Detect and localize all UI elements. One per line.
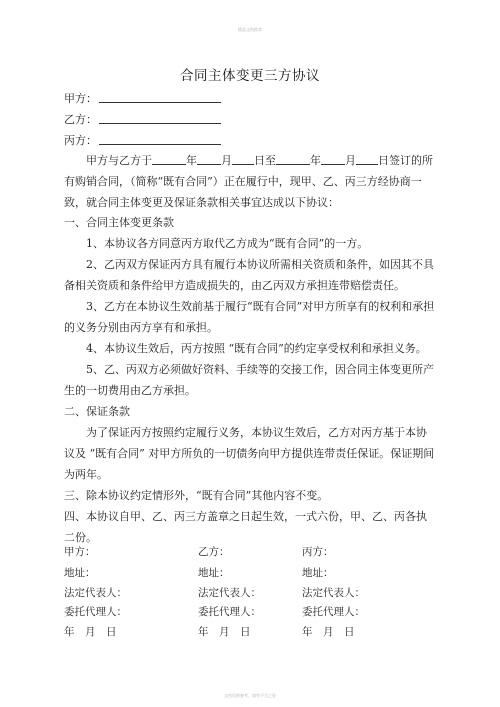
sig-legal-rep-c: 法定代表人： <box>302 587 365 599</box>
party-a-line <box>64 90 221 106</box>
document-title: 合同主体变更三方协议 <box>180 68 320 84</box>
sig-date-c: 年 月 日 <box>302 626 355 638</box>
clause-4: 4、本协议生效后，丙方按照 “既有合同”的约定享受权利和承担义务。 <box>86 342 427 355</box>
section3: 三、除本协议约定情形外，“既有合同”其他内容不变。 <box>64 489 329 502</box>
sig-address-c: 地址： <box>302 567 334 579</box>
day-blank-1 <box>232 154 254 165</box>
clause-5: 5、乙、丙双方必须做好资料、手续等的交接工作，因合同主体变更所产生的一切费用由乙方承担。 <box>64 363 434 397</box>
sig-legal-rep-b: 法定代表人： <box>198 587 261 599</box>
clause-1: 1、本协议各方同意丙方取代乙方成为“既有合同”的一方。 <box>86 237 369 250</box>
party-b-label: 乙方： <box>64 113 97 126</box>
year-blank-2 <box>276 154 310 165</box>
clause-3: 3、乙方在本协议生效前基于履行“既有合同”对甲方所享有的权利和承担的义务分别由丙方享有和承担。 <box>64 300 435 334</box>
sig-agent-b: 委托代理人： <box>198 606 261 618</box>
section2-title: 二、保证条款 <box>64 405 130 418</box>
sig-address-b: 地址： <box>198 567 230 579</box>
section1-title: 一、合同主体变更条款 <box>64 216 174 229</box>
party-a-blank <box>99 92 221 103</box>
section4: 四、本协议自甲、乙、丙三方盖章之日起生效，一式六份，甲、乙、丙各执二份。 <box>64 510 427 544</box>
month-blank-2 <box>321 154 345 165</box>
party-b-line <box>64 111 221 127</box>
intro-paragraph: 甲方与乙方于 年 月 日至 年 月 日签订的所有购销合同，（简称“既有合同”）正在履行中，现甲、乙、丙三方经协商一致，就合同主体变更及保证条款相关事宜达成以下协议： <box>64 154 433 209</box>
day-blank-2 <box>356 154 378 165</box>
sig-date-a: 年 月 日 <box>64 626 117 638</box>
party-b-blank <box>99 113 221 124</box>
month-blank-1 <box>197 154 221 165</box>
sig-date-b: 年 月 日 <box>198 626 251 638</box>
party-c-blank <box>99 134 221 145</box>
sig-agent-c: 委托代理人： <box>302 606 365 618</box>
party-c-line <box>64 132 221 148</box>
year-blank-1 <box>152 154 186 165</box>
clause-2: 2、乙丙双方保证丙方具有履行本协议所需相关资质和条件，如因其不具备相关资质和条件给甲方造成损失的，由乙丙双方承担连带赔偿责任。 <box>64 258 434 292</box>
sig-party-c: 丙方： <box>302 546 334 558</box>
party-a-label: 甲方： <box>64 92 97 105</box>
sig-party-b: 乙方： <box>198 546 230 558</box>
header-watermark: 精品文档推荐 <box>238 27 262 32</box>
party-c-label: 丙方： <box>64 134 97 147</box>
sig-legal-rep-a: 法定代表人： <box>64 587 127 599</box>
sig-agent-a: 委托代理人： <box>64 606 127 618</box>
sig-party-a: 甲方： <box>64 546 96 558</box>
footer-watermark: 文档仅供参考，如有不当之处 <box>224 693 276 698</box>
sig-address-a: 地址： <box>64 567 96 579</box>
section2-body: 为了保证丙方按照约定履行义务，本协议生效后，乙方对丙方基于本协议及 “既有合同” 对甲方所负的一切债务向甲方提供连带责任保证。保证期间为两年。 <box>64 426 435 481</box>
